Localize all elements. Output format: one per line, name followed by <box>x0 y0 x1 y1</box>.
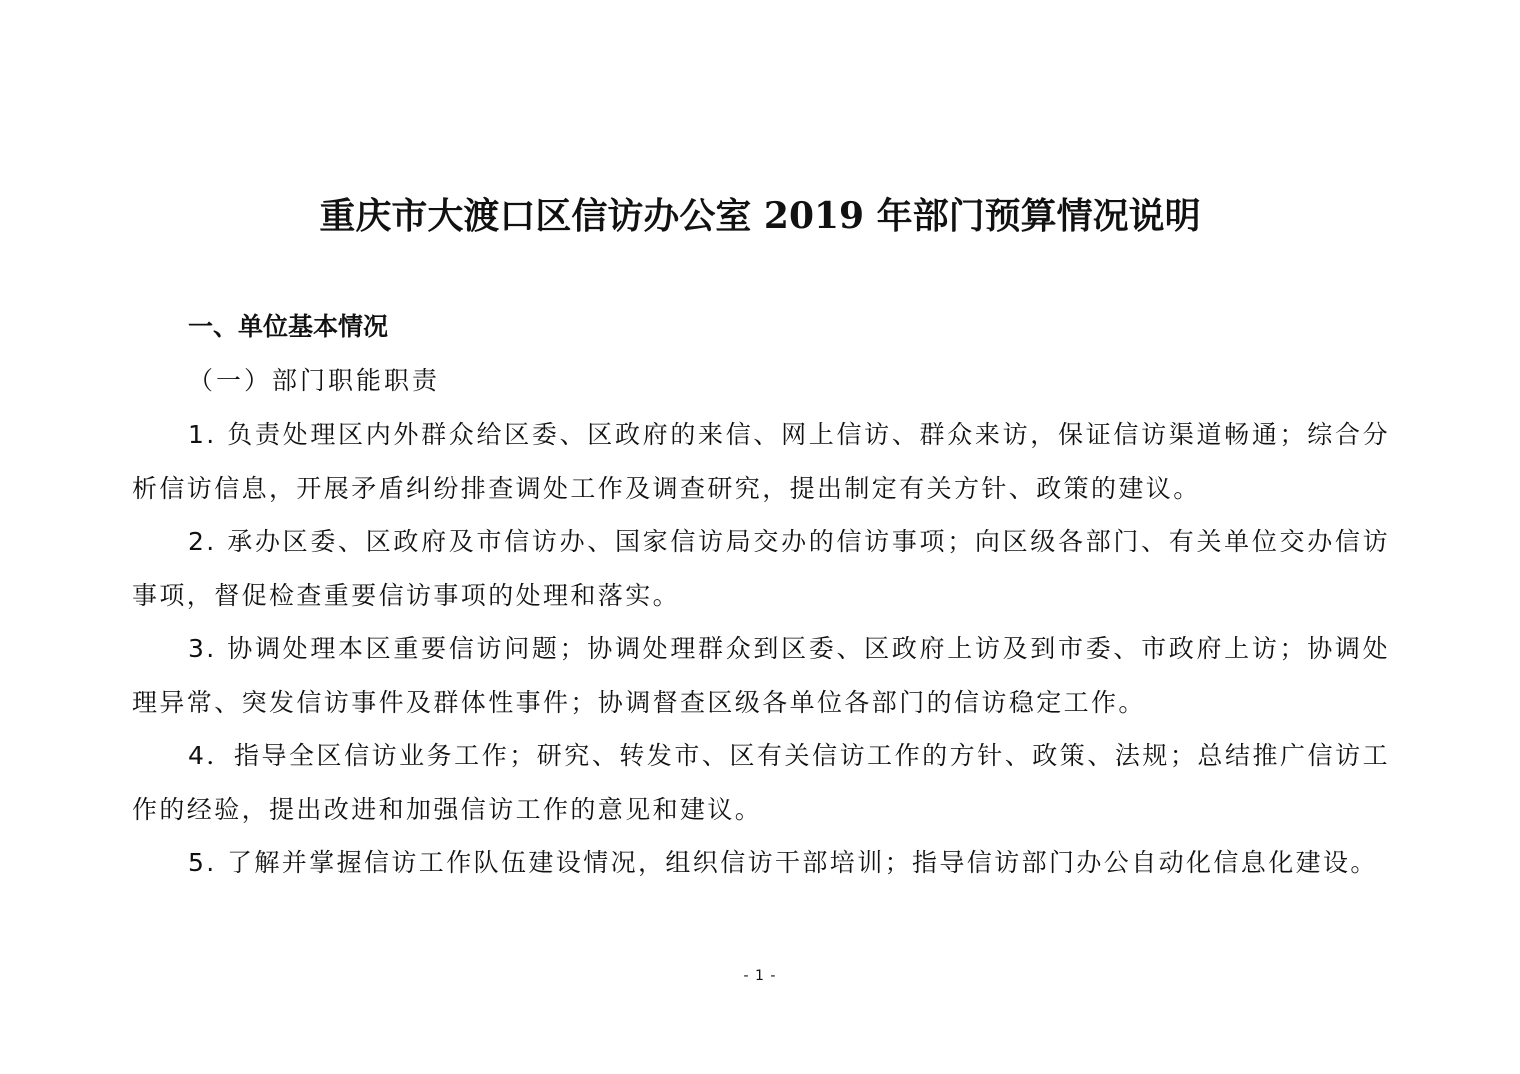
document-title: 重庆市大渡口区信访办公室 2019 年部门预算情况说明 <box>319 195 1201 237</box>
sub-heading: （一）部门职能职责 <box>188 366 441 395</box>
page-number: - 1 - <box>743 968 777 984</box>
duty-paragraph-5: 5. 了解并掌握信访工作队伍建设情况，组织信访干部培训；指导信访部门办公自动化信息化建设。 <box>188 848 1378 877</box>
duty-paragraph-4: 4．指导全区信访业务工作；研究、转发市、区有关信访工作的方针、政策、法规；总结推广信访工作的经验，提出改进和加强信访工作的意见和建议。 <box>132 741 1390 824</box>
duty-paragraph-2: 2. 承办区委、区政府及市信访办、国家信访局交办的信访事项；向区级各部门、有关单位交办信访事项，督促检查重要信访事项的处理和落实。 <box>132 527 1390 610</box>
duty-paragraph-3: 3. 协调处理本区重要信访问题；协调处理群众到区委、区政府上访及到市委、市政府上访；协调处理异常、突发信访事件及群体性事件；协调督查区级各单位各部门的信访稳定工作。 <box>132 634 1390 717</box>
duty-paragraph-1: 1. 负责处理区内外群众给区委、区政府的来信、网上信访、群众来访，保证信访渠道畅通；综合分析信访信息，开展矛盾纠纷排查调处工作及调查研究，提出制定有关方针、政策的建议。 <box>132 420 1390 503</box>
section-heading: 一、单位基本情况 <box>188 312 389 341</box>
